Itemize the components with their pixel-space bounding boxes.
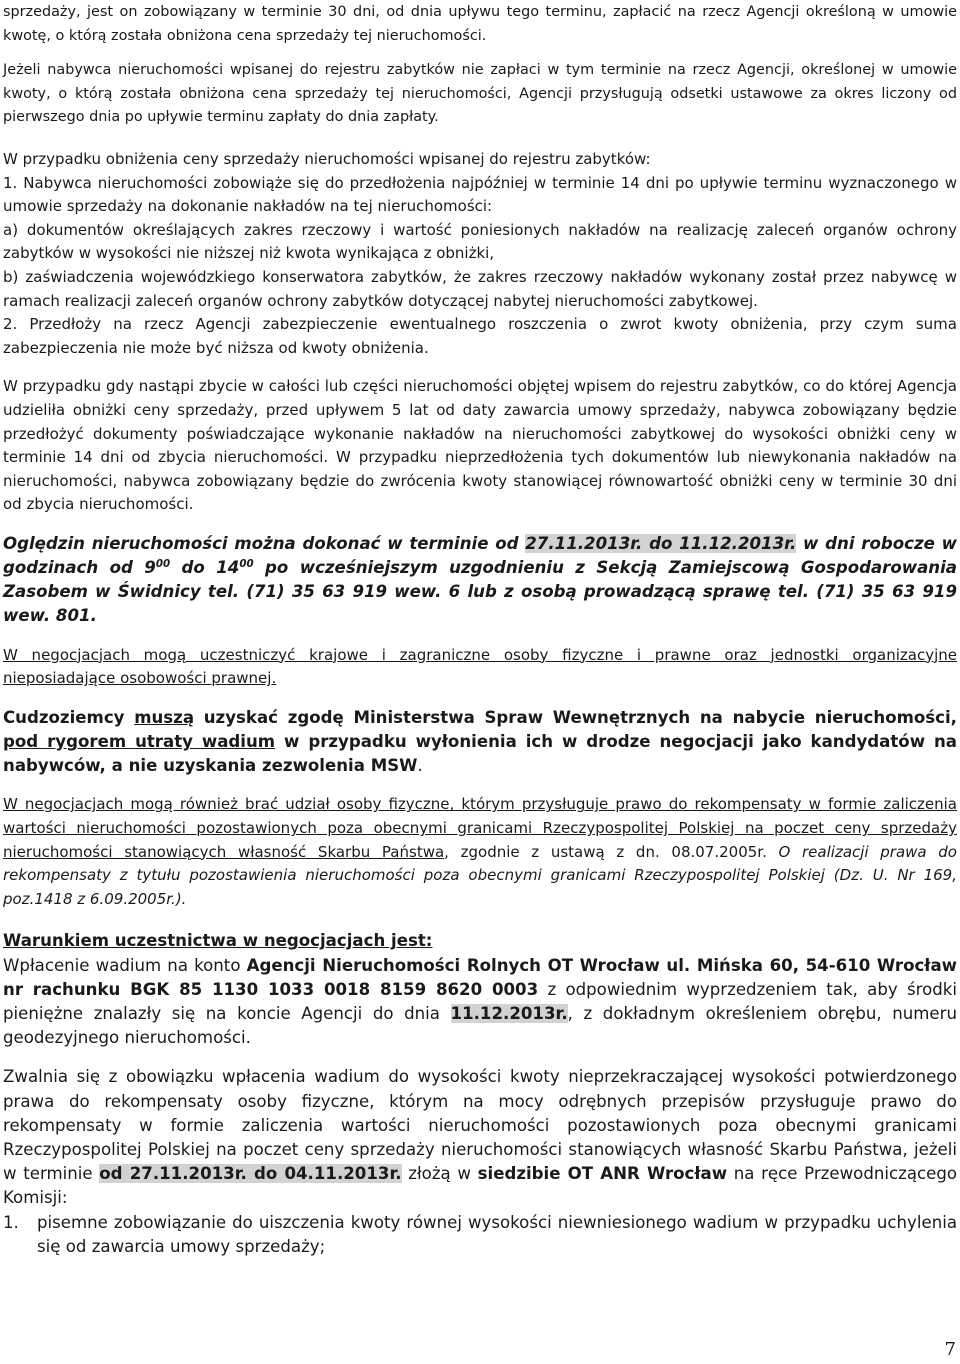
paragraph-price-reduction-intro: W przypadku obniżenia ceny sprzedaży nieruchomości wpisanej do rejestru zabytków:: [3, 149, 651, 168]
highlight-inspection-dates: 27.11.2013r. do 11.12.2013r.: [525, 533, 797, 553]
list-item-a: a) dokumentów określających zakres rzeczowy i wartość poniesionych nakładów na realizację zaleceń organów ochrony zabytków w wysokości nie niższej niż kwota wynikająca z obniżki,: [3, 220, 957, 263]
document-page: [3, 0, 957, 1259]
paragraph-deposit-payment: Wpłacenie wadium na konto Agencji Nieruchomości Rolnych OT Wrocław ul. Mińska 60, 54-610 Wrocław nr rachunku BGK 85 1130 1033 0018 8159 8620 0003 z odpowiednim wyprzedzeniem tak, aby środki pieniężne znalazły się na koncie Agencji do dnia 11.12.2013r., z dokładnym określeniem obrębu, numeru geodezyjnego nieruchomości.: [3, 955, 957, 1048]
paragraph-compensation-right: W negocjacjach mogą również brać udział osoby fizyczne, którym przysługuje prawo do rekompensaty w formie zaliczenia wartości nieruchomości pozostawionych poza obecnymi granicami Rzeczypospolitej Polskiej na poczet ceny sprzedaży nieruchomości stanowiących własność Skarbu Państwa, zgodnie z ustawą z dn. 08.07.2005r. O realizacji prawa do rekompensaty z tytułu pozostawienia nieruchomości poza obecnymi granicami Rzeczypospolitej Polskiej (Dz. U. Nr 169, poz.1418 z 6.09.2005r.).: [3, 795, 957, 908]
paragraph-eligible-participants: W negocjacjach mogą uczestniczyć krajowe i zagraniczne osoby fizyczne i prawne oraz jednostki organizacyjne nieposiadające osobowości prawnej.: [3, 645, 957, 688]
paragraph-payment-obligation: sprzedaży, jest on zobowiązany w terminie 30 dni, od dnia upływu tego terminu, zapłacić na rzecz Agencji określoną w umowie kwotę, o którą została obniżona cena sprzedaży tej nieruchomości.: [3, 4, 957, 44]
paragraph-statutory-interest: Jeżeli nabywca nieruchomości wpisanej do rejestru zabytków nie zapłaci w tym terminie na rzecz Agencji, określonej w umowie kwoty, o którą została obniżona cena sprzedaży tej nieruchomości, Agencji przysługują odsetki ustawowe za okres liczony od pierwszego dnia po upływie terminu zapłaty do dnia zapłaty.: [3, 62, 957, 126]
page-number: 7: [944, 1339, 956, 1360]
paragraph-disposal-obligation: W przypadku gdy nastąpi zbycie w całości lub części nieruchomości objętej wpisem do rejestru zabytków, co do której Agencja udzieliła obniżki ceny sprzedaży, przed upływem 5 lat od daty zawarcia umowy sprzedaży, nabywca zobowiązany będzie przedłożyć dokumenty poświadczające wykonanie nakładów na nieruchomości zabytkowej do wysokości obniżki ceny w terminie 14 dni od zbycia nieruchomości. W przypadku nieprzedłożenia tych dokumentów lub niewykonania nakładów na nieruchomości, nabywca zobowiązany będzie do zwrócenia kwoty stanowiącej równowartość obniżki ceny w terminie 30 dni od zbycia nieruchomości.: [3, 377, 957, 514]
highlight-exemption-dates: od 27.11.2013r. do 04.11.2013r.: [99, 1164, 402, 1184]
list-item-b: b) zaświadczenia wojewódzkiego konserwatora zabytków, że zakres rzeczowy nakładów wykonany został przez nabywcę w ramach realizacji zaleceń organów ochrony zabytków dotyczącej nabytej nieruchomości zabytkowej.: [3, 267, 957, 310]
list-item-2: 2. Przedłoży na rzecz Agencji zabezpieczenie ewentualnego roszczenia o zwrot kwoty obniżenia, przy czym suma zabezpieczenia nie może być niższa od kwoty obniżenia.: [3, 315, 957, 357]
paragraph-deposit-exemption: Zwalnia się z obowiązku wpłacenia wadium do wysokości kwoty nieprzekraczającej wysokości potwierdzonego prawa do rekompensaty osoby fizyczne, którym na mocy odrębnych przepisów przysługuje prawo do rekompensaty w formie zaliczenia wartości nieruchomości pozostawionych poza obecnymi granicami Rzeczypospolitej Polskiej na poczet ceny sprzedaży nieruchomości stanowiących własność Skarbu Państwa, jeżeli w terminie od 27.11.2013r. do 04.11.2013r. złożą w siedzibie OT ANR Wrocław na ręce Przewodniczącego Komisji:: [3, 1067, 958, 1208]
paragraph-foreigners: Cudzoziemcy muszą uzyskać zgodę Ministerstwa Spraw Wewnętrznych na nabycie nieruchomości, pod rygorem utraty wadium w przypadku wyłonienia ich w drodze negocjacji jako kandydatów na nabywców, a nie uzyskania zezwolenia MSW.: [3, 707, 957, 776]
highlight-deposit-deadline: 11.12.2013r.: [450, 1004, 568, 1024]
paragraph-inspection-terms: Oględzin nieruchomości można dokonać w terminie od 27.11.2013r. do 11.12.2013r. w dni robocze w godzinach od $9^{00}$ do $14^{00}$ po wcześniejszym uzgodnieniu z Sekcją Zamiejscową Gospodarowania Zasobem w Świdnicy tel. (71) 35 63 919 wew. 6 lub z osobą prowadzącą sprawę tel. (71) 35 63 919 wew. 801.: [3, 533, 957, 626]
section-heading-participation-condition: Warunkiem uczestnictwa w negocjacjach jest:: [3, 931, 433, 951]
list-item-1: 1. Nabywca nieruchomości zobowiąże się do przedłożenia najpóźniej w terminie 14 dni po upływie terminu wyznaczonego w umowie sprzedaży na dokonanie nakładów na tej nieruchomości:: [3, 173, 957, 216]
list-item-written-commitment: 1. pisemne zobowiązanie do uiszczenia kwoty równej wysokości niewniesionego wadium w przypadku uchylenia się od zawarcia umowy sprzedaży;: [3, 1212, 957, 1256]
